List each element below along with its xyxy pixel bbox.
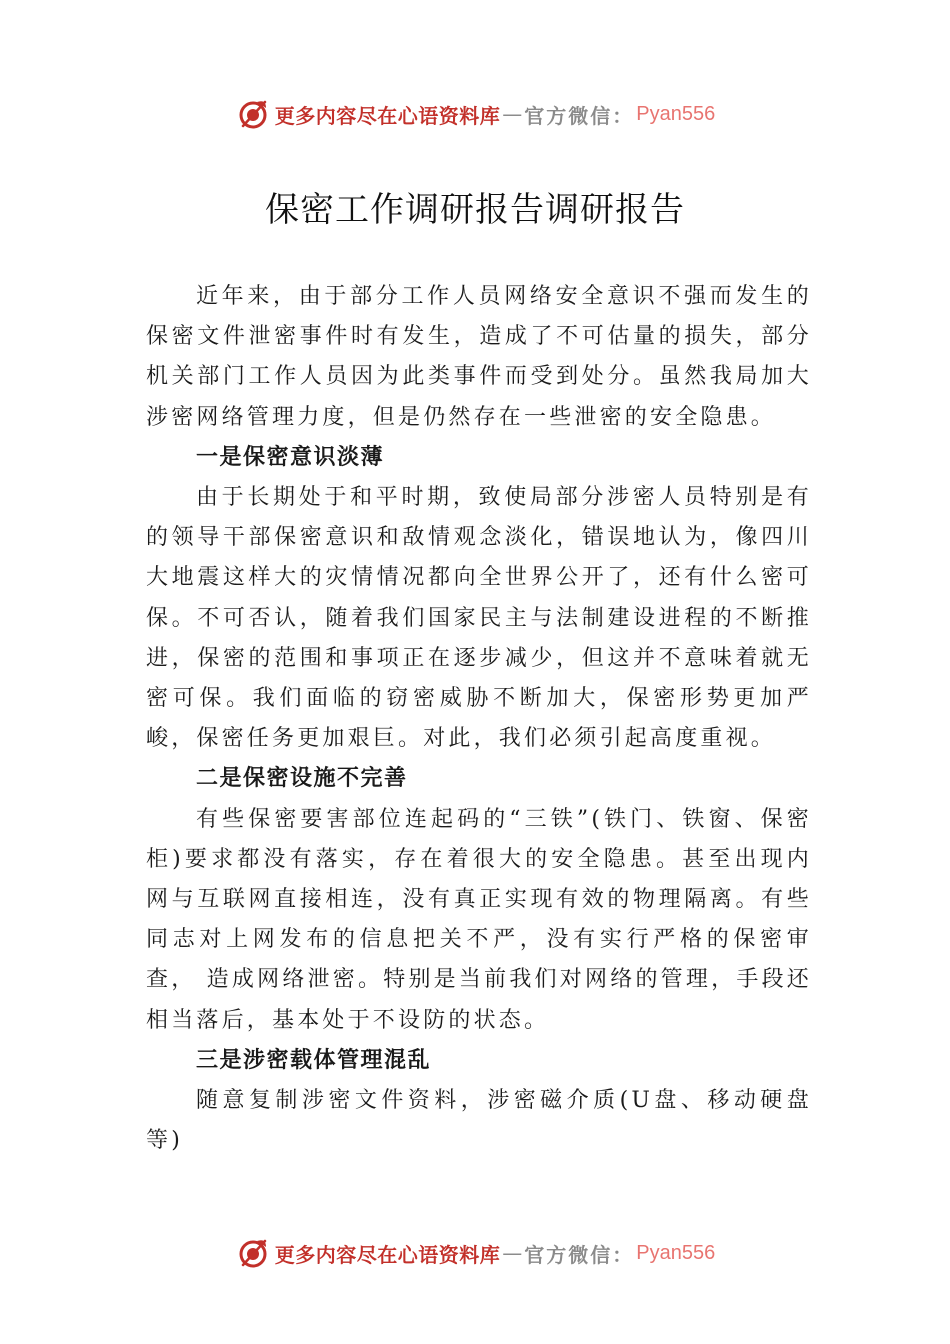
footer-banner [0, 1233, 950, 1273]
footer-site-text: 更多内容尽在心语资料库 [274, 1242, 501, 1267]
quill-seal-logo-icon [235, 1235, 271, 1271]
section-body-2: 有些保密要害部位连起码的“三铁”(铁门、铁窗、保密柜)要求都没有落实，存在着很大的安全隐患。甚至出现内网与互联网直接相连，没有真正实现有效的物理隔离。有些同志对上网发布的信息把关不严，没有实行严格的保密审查， 造成网络泄密。特别是当前我们对网络的管理，手段还相当落后，基本处于不设防的状态。 [146, 806, 812, 1033]
banner-wechat-id: Pyan556 [636, 102, 716, 125]
footer-wechat-label: 官方微信： [524, 1242, 635, 1267]
section-body-1: 由于长期处于和平时期，致使局部分涉密人员特别是有的领导干部保密意识和敌情观念淡化，错误地认为，像四川大地震这样大的灾情情况都向全世界公开了，还有什么密可保。不可否认，随着我们国家民主与法制建设进程的不断推进，保密的范围和事项正在逐步减少，但这并不意味着就无密可保。我们面临的窃密威胁不断加大，保密形势更加严峻，保密任务更加艰巨。对此，我们必须引起高度重视。 [146, 485, 812, 752]
banner-site-text: 更多内容尽在心语资料库 [274, 103, 501, 128]
footer-wechat-id: Pyan556 [636, 1241, 716, 1264]
section-heading-1: 一是保密意识淡薄 [196, 444, 385, 470]
section-heading-2: 二是保密设施不完善 [196, 766, 408, 792]
banner-wechat-label: 官方微信： [524, 103, 635, 128]
document-body [146, 277, 812, 1161]
intro-paragraph: 近年来，由于部分工作人员网络安全意识不强而发生的保密文件泄密事件时有发生，造成了不可估量的损失，部分机关部门工作人员因为此类事件而受到处分。虽然我局加大涉密网络管理力度，但是仍然存在一些泄密的安全隐患。 [146, 284, 812, 430]
document-title: 保密工作调研报告调研报告 [265, 190, 685, 230]
section-body-3: 随意复制涉密文件资料，涉密磁介质(U盘、移动硬盘等) [146, 1088, 812, 1154]
quill-seal-logo-icon [235, 96, 271, 132]
banner-dash: — [502, 102, 523, 126]
section-heading-3: 三是涉密载体管理混乱 [196, 1047, 432, 1073]
header-banner [0, 94, 950, 134]
footer-dash: — [502, 1241, 523, 1265]
